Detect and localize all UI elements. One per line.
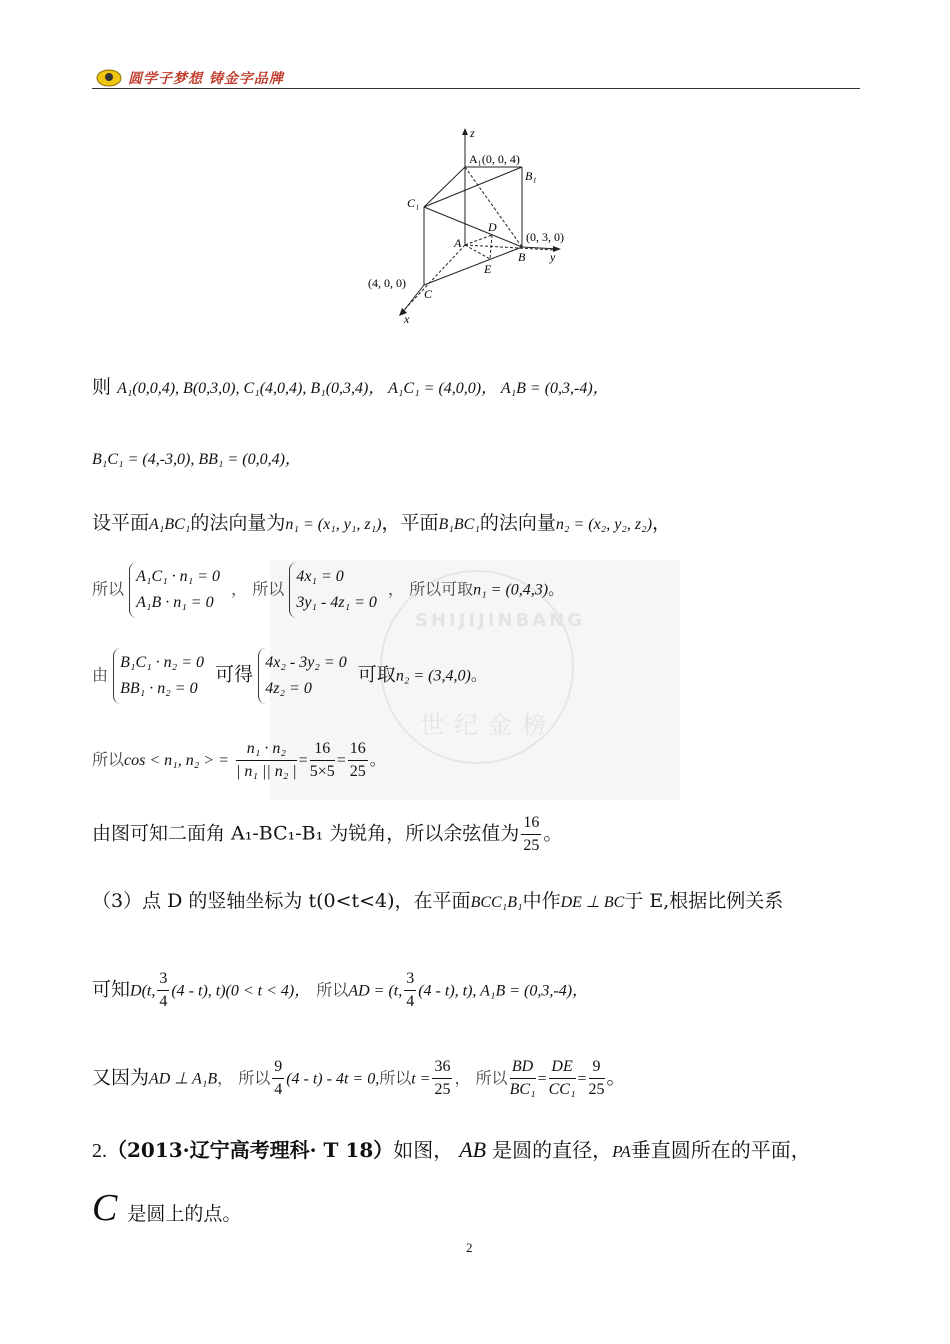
line-9 — [92, 968, 588, 1013]
den: 5×5 — [309, 763, 335, 780]
eq: 4x₂ - 3y₂ = 0 — [265, 654, 347, 671]
line-2 — [92, 446, 301, 469]
eq: = — [577, 1070, 587, 1088]
math: (4 - t), t)(0 < t < 4)， — [171, 982, 311, 1000]
num: DE — [549, 1056, 576, 1079]
num: 9 — [589, 1056, 605, 1079]
eq: 4z₂ = 0 — [265, 680, 312, 697]
frac — [432, 1056, 452, 1101]
system-1 — [129, 562, 226, 618]
page-number: 2 — [466, 1240, 473, 1255]
frac — [272, 1056, 284, 1101]
text: 2. — [92, 1140, 107, 1162]
line-4 — [92, 562, 564, 618]
den: 4 — [159, 993, 168, 1010]
text: 则 — [92, 376, 112, 398]
line-10 — [92, 1056, 626, 1101]
watermark-cn: 世纪金榜 — [420, 711, 556, 739]
math: A₁(0,0,4), B(0,3,0), C₁(4,0,4), B₁(0,3,4)， A₁C₁ = (4,0,0)， A₁B = (0,3,-4)， — [117, 380, 609, 397]
header-logo-icon — [96, 66, 122, 88]
text: 。 — [548, 579, 565, 599]
num: 16 — [521, 812, 541, 835]
den: | n₁ || n₂ | — [235, 763, 297, 780]
label-b: B — [518, 250, 526, 264]
text: ， 所以 — [454, 1068, 508, 1088]
math: BCC₁B₁ — [470, 894, 523, 911]
text: 。 — [606, 1066, 626, 1089]
text: 又因为 — [92, 1066, 150, 1089]
line-11 — [92, 1134, 811, 1163]
eq: = — [336, 752, 346, 769]
den: CC₁ — [548, 1081, 576, 1098]
text: 可知 — [92, 978, 131, 1001]
line-8 — [92, 886, 783, 913]
math: AD = (t, — [348, 982, 403, 1000]
prism-figure — [362, 125, 602, 325]
num: 16 — [310, 738, 335, 761]
den: 25 — [434, 1081, 451, 1098]
text: ， 所以可取 — [388, 579, 474, 599]
watermark-en: SHIJIJINBANG — [415, 610, 586, 631]
axis-z-label: z — [470, 126, 475, 140]
frac-2 — [310, 738, 335, 783]
frac — [521, 812, 541, 857]
text: 于 E,根据比例关系 — [624, 890, 784, 912]
text: 中作 — [522, 890, 561, 912]
label-a1: A₁(0, 0, 4) — [469, 152, 520, 166]
num: 3 — [404, 968, 416, 991]
text: ， 所以 — [217, 1068, 271, 1088]
line-5 — [92, 648, 487, 704]
label-b1: B₁ — [525, 169, 537, 183]
frac — [549, 1056, 576, 1101]
frac — [157, 968, 169, 1013]
math: t = — [411, 1070, 431, 1088]
text: 是圆上的点。 — [127, 1203, 242, 1225]
math: D(t, — [130, 982, 156, 1000]
text: 垂直圆所在的平面， — [630, 1138, 811, 1162]
den: 4 — [406, 993, 415, 1010]
label-c1: C₁ — [407, 196, 420, 210]
text: 所以 — [379, 1068, 412, 1088]
math: DE ⊥ BC — [560, 894, 625, 911]
den: 25 — [588, 1081, 605, 1098]
header-brand-text: 圆学子梦想 铸金字品牌 — [128, 71, 284, 87]
frac-3 — [348, 738, 368, 783]
frac — [510, 1056, 536, 1101]
label-c-coord: (4, 0, 0) — [368, 276, 406, 290]
math: AD ⊥ A₁B — [149, 1070, 218, 1088]
num: 36 — [432, 1056, 452, 1079]
text: 所以 — [92, 579, 125, 599]
line-12 — [92, 1186, 241, 1230]
eq: B₁C₁ · n₂ = 0 — [120, 654, 205, 671]
text: 的法向量为 — [190, 512, 286, 534]
math: AB — [459, 1137, 487, 1162]
text: （3）点 D 的竖轴坐标为 t(0<t<4)，在平面 — [92, 890, 471, 912]
math: cos < n₁, n₂ > = — [124, 752, 229, 769]
text: 。 — [369, 750, 386, 769]
eq: A₁C₁ · n₁ = 0 — [136, 568, 221, 585]
eq: = — [537, 1070, 547, 1088]
axis-x-label: x — [404, 312, 410, 325]
text: 由图可知二面角 A₁-BC₁-B₁ 为锐角，所以余弦值为 — [92, 822, 520, 845]
label-b-coord: (0, 3, 0) — [526, 230, 564, 244]
den: 25 — [349, 763, 366, 780]
line-6 — [92, 738, 386, 783]
line-1 — [92, 372, 609, 399]
math: C — [92, 1187, 118, 1229]
eq: 4x₁ = 0 — [296, 568, 344, 585]
system-3 — [113, 648, 210, 704]
frac — [589, 1056, 605, 1101]
label-a: A — [454, 236, 462, 250]
line-7 — [92, 812, 562, 857]
header-rule — [92, 88, 860, 89]
math: n₁ = (x₁, y₁, z₁) — [285, 516, 382, 533]
math: (4 - t), t), A₁B = (0,3,-4)， — [418, 982, 589, 1000]
problem-source: （2013·辽宁高考理科· T 18） — [107, 1138, 394, 1162]
frac — [404, 968, 416, 1013]
den: BC₁ — [509, 1081, 536, 1098]
text: 是圆的直径， — [492, 1138, 613, 1162]
text: 可取 — [357, 663, 396, 686]
label-c: C — [424, 287, 433, 301]
text: ， 所以 — [231, 579, 285, 599]
system-4 — [258, 648, 352, 704]
math: A₁BC₁ — [149, 516, 191, 533]
den: 25 — [523, 837, 540, 854]
text: 。 — [470, 665, 487, 685]
math: PA — [612, 1142, 631, 1161]
line-3 — [92, 508, 671, 535]
eq: A₁B · n₁ = 0 — [136, 594, 214, 611]
num: 3 — [157, 968, 169, 991]
axis-y-label: y — [550, 250, 556, 264]
eq: 3y₁ - 4z₁ = 0 — [296, 594, 377, 611]
eq: BB₁ · n₂ = 0 — [120, 680, 198, 697]
num: BD — [510, 1056, 536, 1079]
math: n₂ = (x₂, y₂, z₂) — [555, 516, 653, 533]
math: n₁ = (0,4,3) — [473, 581, 549, 599]
num: 16 — [348, 738, 368, 761]
num: n₁ · n₂ — [236, 738, 297, 761]
math: n₂ = (3,4,0) — [395, 667, 471, 685]
text: 可得 — [215, 663, 254, 686]
num: 9 — [272, 1056, 284, 1079]
text: 如图， — [393, 1138, 454, 1162]
math: (4 - t) - 4t = 0, — [286, 1070, 380, 1088]
text: 所以 — [316, 980, 349, 1000]
label-e: E — [484, 262, 492, 276]
text: 。 — [543, 822, 563, 845]
text: ， — [652, 512, 672, 534]
label-d: D — [488, 220, 497, 234]
frac-cos — [236, 738, 297, 783]
text: 的法向量 — [479, 512, 556, 534]
math: B₁C₁ = (4,-3,0), BB₁ = (0,0,4)， — [92, 451, 301, 468]
den: 4 — [274, 1081, 283, 1098]
system-2 — [289, 562, 383, 618]
text: 由 — [92, 665, 109, 685]
text: 设平面 — [92, 512, 150, 534]
math: B₁BC₁ — [438, 516, 480, 533]
text: 所以 — [92, 750, 125, 769]
text: ，平面 — [381, 512, 439, 534]
eq: = — [298, 752, 308, 769]
